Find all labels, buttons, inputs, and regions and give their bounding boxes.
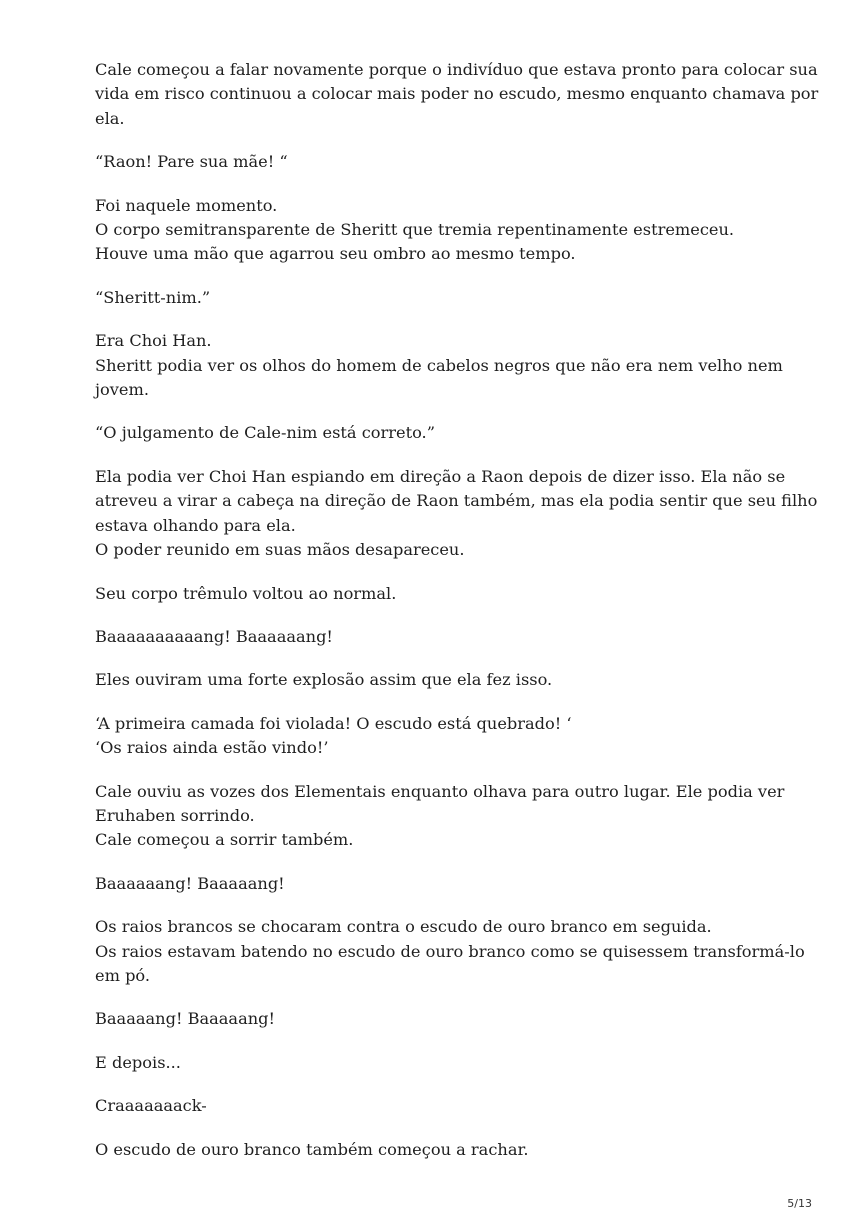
page-number: 5/13: [787, 1197, 812, 1210]
document-page: [95, 58, 819, 1181]
text-line: Houve uma mão que agarrou seu ombro ao mesmo tempo.: [95, 244, 576, 264]
text-line: Os raios estavam batendo no escudo de ouro branco como se quisessem transformá-lo: [95, 941, 805, 961]
text-line: Baaaaaaaaaang! Baaaaaang!: [95, 626, 333, 646]
paragraph-10: [95, 668, 795, 692]
text-line: Baaaaaang! Baaaaang!: [95, 873, 285, 893]
text-line: Foi naquele momento.: [95, 195, 278, 215]
text-line: “Raon! Pare sua mãe! “: [95, 152, 288, 172]
paragraph-2: [95, 150, 795, 174]
paragraph-17: [95, 1094, 795, 1118]
text-line: Sheritt podia ver os olhos do homem de cabelos negros que não era nem velho nem: [95, 355, 783, 375]
text-line: Eruhaben sorrindo.: [95, 805, 255, 825]
paragraph-18: [95, 1138, 795, 1162]
text-line: Cale ouviu as vozes dos Elementais enquanto olhava para outro lugar. Ele podia ver: [95, 781, 785, 801]
paragraph-4: [95, 286, 795, 310]
text-line: O escudo de ouro branco também começou a rachar.: [95, 1139, 529, 1159]
text-line: E depois...: [95, 1052, 181, 1072]
paragraph-12: [95, 780, 795, 853]
paragraph-1: [95, 58, 819, 131]
text-line: O poder reunido em suas mãos desapareceu.: [95, 540, 465, 560]
text-line: em pó.: [95, 965, 151, 985]
text-line: “Sheritt-nim.”: [95, 287, 211, 307]
text-line: Seu corpo trêmulo voltou ao normal.: [95, 583, 397, 603]
text-line: Baaaaang! Baaaaang!: [95, 1009, 276, 1029]
text-line: atreveu a virar a cabeça na direção de Raon também, mas ela podia sentir que seu filho: [95, 491, 818, 511]
text-line: Craaaaaaack-: [95, 1096, 207, 1116]
text-line: Cale começou a falar novamente porque o indivíduo que estava pronto para colocar sua: [95, 60, 818, 79]
paragraph-5: [95, 329, 795, 402]
paragraph-14: [95, 915, 805, 988]
text-line: jovem.: [95, 380, 149, 400]
text-line: Ela podia ver Choi Han espiando em direção a Raon depois de dizer isso. Ela não se: [95, 466, 786, 486]
paragraph-13: [95, 872, 795, 896]
text-line: Era Choi Han.: [95, 331, 212, 351]
text-line: ‘A primeira camada foi violada! O escudo está quebrado! ‘: [95, 713, 572, 733]
text-line: ‘Os raios ainda estão vindo!’: [95, 738, 329, 758]
paragraph-3: [95, 194, 795, 267]
paragraph-9: [95, 625, 795, 649]
text-line: O corpo semitransparente de Sheritt que tremia repentinamente estremeceu.: [95, 220, 735, 240]
paragraph-11: [95, 712, 795, 761]
text-line: estava olhando para ela.: [95, 515, 296, 535]
text-line: “O julgamento de Cale-nim está correto.”: [95, 423, 435, 443]
text-line: Os raios brancos se chocaram contra o escudo de ouro branco em seguida.: [95, 917, 712, 937]
text-line: ela.: [95, 108, 125, 128]
paragraph-8: [95, 582, 795, 606]
text-line: vida em risco continuou a colocar mais poder no escudo, mesmo enquanto chamava por: [95, 84, 819, 104]
text-line: Eles ouviram uma forte explosão assim que ela fez isso.: [95, 670, 553, 690]
paragraph-6: [95, 421, 795, 445]
paragraph-7: [95, 465, 818, 563]
paragraph-15: [95, 1007, 795, 1031]
text-line: Cale começou a sorrir também.: [95, 830, 354, 850]
paragraph-16: [95, 1051, 795, 1075]
